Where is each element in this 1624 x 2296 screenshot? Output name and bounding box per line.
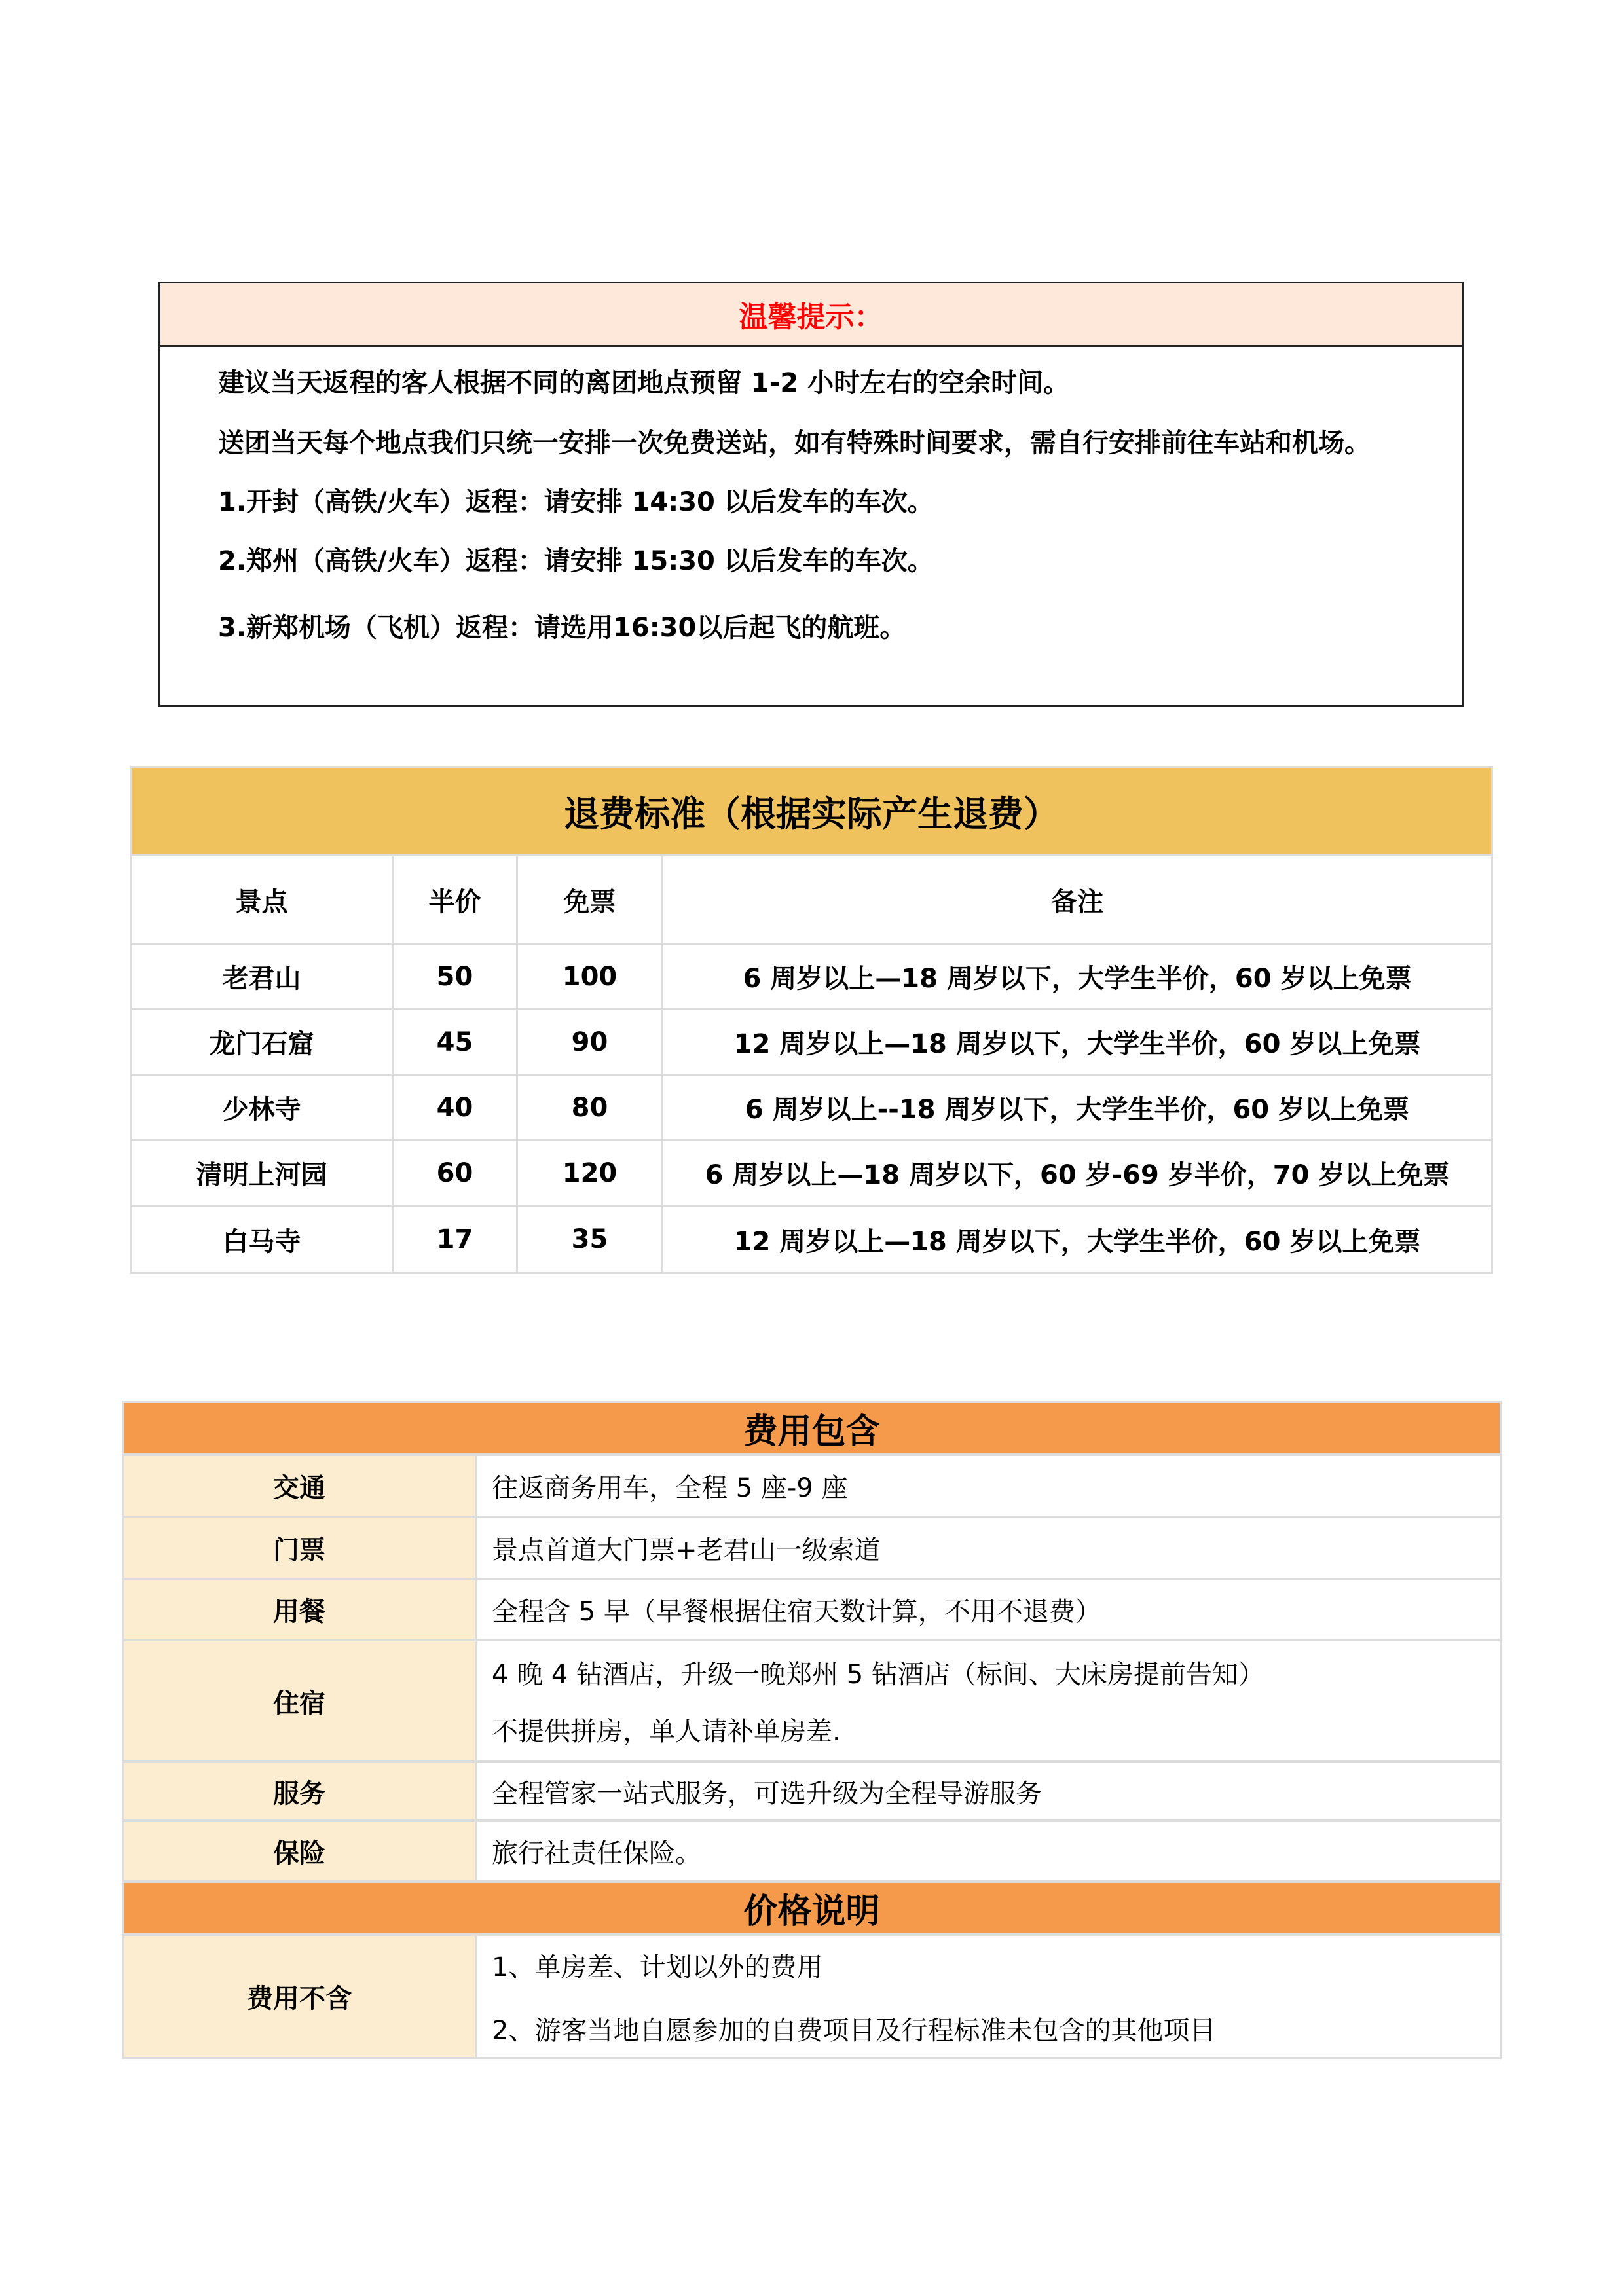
half-price-cell: 60 [394, 1141, 518, 1205]
free-cell: 90 [518, 1010, 663, 1074]
tip-line: 建议当天返程的客人根据不同的离团地点预留 1-2 小时左右的空余时间。 [218, 368, 1070, 398]
free-cell: 80 [518, 1076, 663, 1139]
site-cell: 龙门石窟 [132, 1010, 394, 1074]
note-cell: 12 周岁以上—18 周岁以下，大学生半价，60 岁以上免票 [733, 1029, 1421, 1059]
free-cell: 35 [518, 1207, 663, 1272]
fee-value: 全程管家一站式服务，可选升级为全程导游服务 [492, 1778, 1042, 1809]
tip-line: 送团当天每个地点我们只统一安排一次免费送站，如有特殊时间要求，需自行安排前往车站和机场。 [218, 428, 1371, 458]
price-title: 价格说明 [124, 1883, 1500, 1936]
table-row [132, 1141, 1491, 1207]
table-row [132, 1076, 1491, 1141]
fee-label: 服务 [124, 1763, 477, 1819]
fee-value: 2、游客当地自愿参加的自费项目及行程标准未包含的其他项目 [492, 2015, 1216, 2046]
fee-value: 全程含 5 早（早餐根据住宿天数计算，不用不退费） [492, 1597, 1101, 1627]
half-price-cell: 50 [394, 945, 518, 1008]
refund-title: 退费标准（根据实际产生退费） [132, 768, 1491, 856]
tip-line: 2.郑州（高铁/火车）返程：请安排 15:30 以后发车的车次。 [218, 546, 934, 576]
note-cell: 6 周岁以上—18 周岁以下，大学生半价，60 岁以上免票 [743, 964, 1412, 994]
fee-row-excluded [124, 1936, 1500, 2057]
tips-header [160, 283, 1462, 347]
fee-row-transport [124, 1456, 1500, 1518]
fee-label: 门票 [124, 1518, 477, 1578]
fee-label: 交通 [124, 1456, 477, 1516]
site-cell: 清明上河园 [132, 1141, 394, 1205]
half-price-cell: 17 [394, 1207, 518, 1272]
note-cell: 12 周岁以上—18 周岁以下，大学生半价，60 岁以上免票 [733, 1226, 1421, 1257]
refund-header-row [132, 856, 1491, 945]
fee-row-service [124, 1763, 1500, 1822]
site-cell: 老君山 [132, 945, 394, 1008]
free-cell: 120 [518, 1141, 663, 1205]
fee-value: 旅行社责任保险。 [492, 1838, 701, 1868]
tip-line: 1.开封（高铁/火车）返程：请安排 14:30 以后发车的车次。 [218, 487, 934, 517]
half-price-cell: 45 [394, 1010, 518, 1074]
tips-box [158, 282, 1464, 707]
note-cell: 6 周岁以上—18 周岁以下，60 岁-69 岁半价，70 岁以上免票 [705, 1160, 1450, 1190]
free-cell: 100 [518, 945, 663, 1008]
half-price-cell: 40 [394, 1076, 518, 1139]
fee-value: 往返商务用车，全程 5 座-9 座 [492, 1473, 848, 1503]
note-cell: 6 周岁以上--18 周岁以下，大学生半价，60 岁以上免票 [745, 1095, 1410, 1125]
site-cell: 少林寺 [132, 1076, 394, 1139]
col-header-note: 备注 [1051, 886, 1103, 917]
fee-table [122, 1401, 1502, 2059]
fee-value: 景点首道大门票+老君山一级索道 [492, 1535, 881, 1565]
site-cell: 白马寺 [132, 1207, 394, 1272]
fee-label: 用餐 [124, 1580, 477, 1639]
col-header-half: 半价 [394, 856, 518, 943]
fee-label: 保险 [124, 1822, 477, 1880]
table-row [132, 1207, 1491, 1272]
col-header-free: 免票 [518, 856, 663, 943]
table-row [132, 1010, 1491, 1076]
refund-table [130, 766, 1493, 1274]
fee-label: 住宿 [124, 1641, 477, 1760]
fee-value: 1、单房差、计划以外的费用 [492, 1952, 823, 1982]
fee-label: 费用不含 [124, 1936, 477, 2057]
tip-line: 3.新郑机场（飞机）返程：请选用16:30以后起飞的航班。 [218, 613, 906, 643]
fee-row-lodging [124, 1641, 1500, 1763]
col-header-site: 景点 [132, 856, 394, 943]
fee-row-meals [124, 1580, 1500, 1641]
fee-value: 4 晚 4 钻酒店，升级一晚郑州 5 钻酒店（标间、大床房提前告知） [492, 1660, 1264, 1690]
fee-value: 不提供拼房，单人请补单房差. [492, 1717, 841, 1747]
fee-row-tickets [124, 1518, 1500, 1580]
tips-title: 温馨提示： [739, 301, 883, 334]
fee-row-insurance [124, 1822, 1500, 1883]
included-title: 费用包含 [124, 1403, 1500, 1456]
table-row [132, 945, 1491, 1010]
